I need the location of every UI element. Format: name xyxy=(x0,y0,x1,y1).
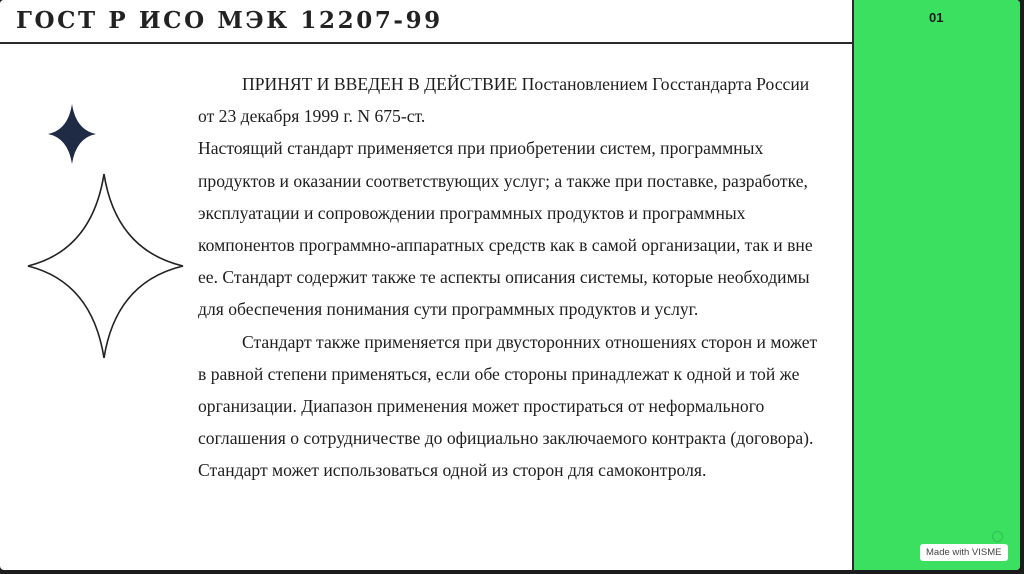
paragraph-scope: Настоящий стандарт применяется при приобретении систем, программных продуктов и оказании соответствующих услуг; а также при поставке, разработке, эксплуатации и сопровождении программных продуктов и программных компонентов программно-аппаратных средств как в самой организации, так и вне ее. Стандарт содержит также те аспекты описания системы, которые необходимы для обеспечения понимания сути программных продуктов и услуг. xyxy=(198,138,813,320)
large-star-icon xyxy=(28,174,183,358)
decor-stars xyxy=(0,0,200,380)
made-with-visme-badge[interactable]: Made with VISME xyxy=(920,544,1008,561)
small-star-icon xyxy=(48,104,96,164)
page-number: 01 xyxy=(929,10,944,25)
paragraph-adoption: ПРИНЯТ И ВВЕДЕН В ДЕЙСТВИЕ Постановлением Госстандарта России от 23 декабря 1999 г. N 675-ст. xyxy=(198,74,810,127)
accent-panel xyxy=(852,0,1020,570)
paragraph-application: Стандарт также применяется при двусторонних отношениях сторон и может в равной степени применяться, если обе стороны принадлежат к одной и той же организации. Диапазон применения может простираться от неформального соглашения о сотрудничестве до официально заключаемого контракта (договора). Стандарт может использоваться одной из сторон для самоконтроля. xyxy=(198,331,818,481)
body-text xyxy=(198,68,818,487)
slide-title: ГОСТ Р ИСО МЭК 12207-99 xyxy=(16,7,443,34)
circle-icon xyxy=(992,531,1003,542)
